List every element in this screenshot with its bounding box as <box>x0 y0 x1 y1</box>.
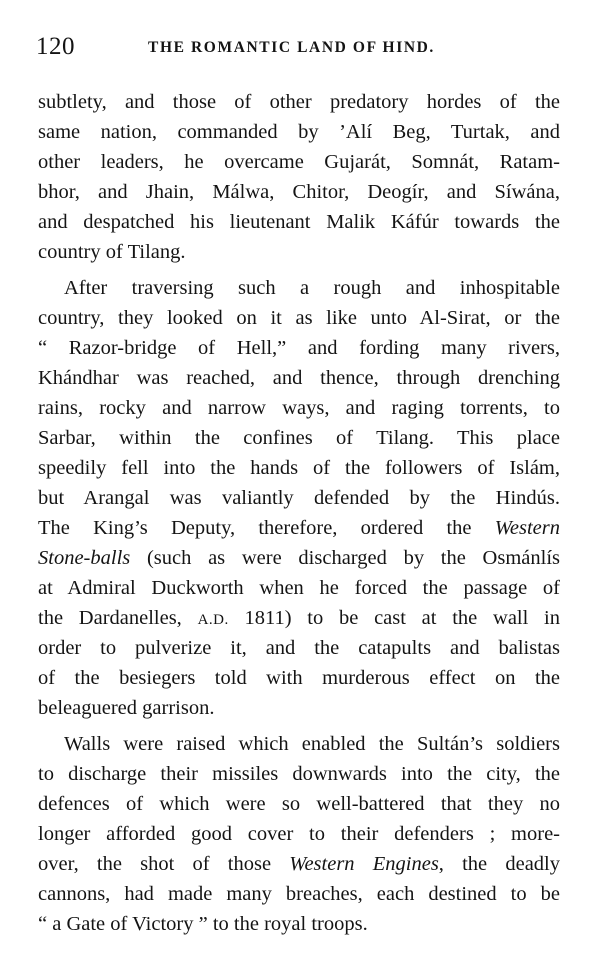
page-number: 120 <box>36 33 75 60</box>
text-line: The King’s Deputy, therefore, ordered the Western <box>38 517 560 539</box>
text-line: other leaders, he overcame Gujarát, Somnát, Ratam- <box>38 151 560 173</box>
text-line: the Dardanelles, A.D. 1811) to be cast at the wall in <box>38 607 560 629</box>
text-line: but Arangal was valiantly defended by the Hindús. <box>38 487 560 509</box>
text-line: of the besiegers told with murderous effect on the <box>38 667 560 689</box>
text-line: country, they looked on it as like unto Al-Sirat, or the <box>38 307 560 329</box>
text-line: and despatched his lieutenant Malik Káfúr towards the <box>38 211 560 233</box>
text-line: bhor, and Jhain, Málwa, Chitor, Deogír, and Síwána, <box>38 181 560 203</box>
running-head <box>36 30 562 64</box>
text-line: “ Razor-bridge of Hell,” and fording many rivers, <box>38 337 560 359</box>
text-line: same nation, commanded by ’Alí Beg, Turtak, and <box>38 121 560 143</box>
text-line: Khándhar was reached, and thence, through drenching <box>38 367 560 389</box>
text-line: order to pulverize it, and the catapults and balistas <box>38 637 560 659</box>
text-line: subtlety, and those of other predatory hordes of the <box>38 91 560 113</box>
text-line: at Admiral Duckworth when he forced the passage of <box>38 577 560 599</box>
text-line: Walls were raised which enabled the Sultán’s soldiers <box>64 733 560 755</box>
italic-text: Western Engines <box>289 853 439 875</box>
small-caps-text: A.D. <box>197 612 229 628</box>
text-line: speedily fell into the hands of the followers of Islám, <box>38 457 560 479</box>
text-line: over, the shot of those Western Engines, the deadly <box>38 853 560 875</box>
text-line: After traversing such a rough and inhospitable <box>64 277 560 299</box>
text-line: to discharge their missiles downwards into the city, the <box>38 763 560 785</box>
italic-text: Western <box>494 517 560 539</box>
body-text <box>38 87 560 939</box>
text-line: defences of which were so well-battered that they no <box>38 793 560 815</box>
text-line: cannons, had made many breaches, each destined to be <box>38 883 560 905</box>
text-line: longer afforded good cover to their defenders ; more- <box>38 823 560 845</box>
running-title: THE ROMANTIC LAND OF HIND. <box>148 39 435 56</box>
italic-text: Stone-balls <box>38 547 131 569</box>
paragraph <box>38 729 560 939</box>
text-line: Sarbar, within the confines of Tilang. This place <box>38 427 560 449</box>
text-line: Stone-balls (such as were discharged by the Osmánlís <box>38 547 560 569</box>
text-line: rains, rocky and narrow ways, and raging torrents, to <box>38 397 560 419</box>
text-line: “ a Gate of Victory ” to the royal troops. <box>38 913 368 935</box>
text-line: beleaguered garrison. <box>38 697 215 719</box>
paragraph <box>38 273 560 723</box>
text-line: country of Tilang. <box>38 241 186 263</box>
paragraph <box>38 87 560 267</box>
